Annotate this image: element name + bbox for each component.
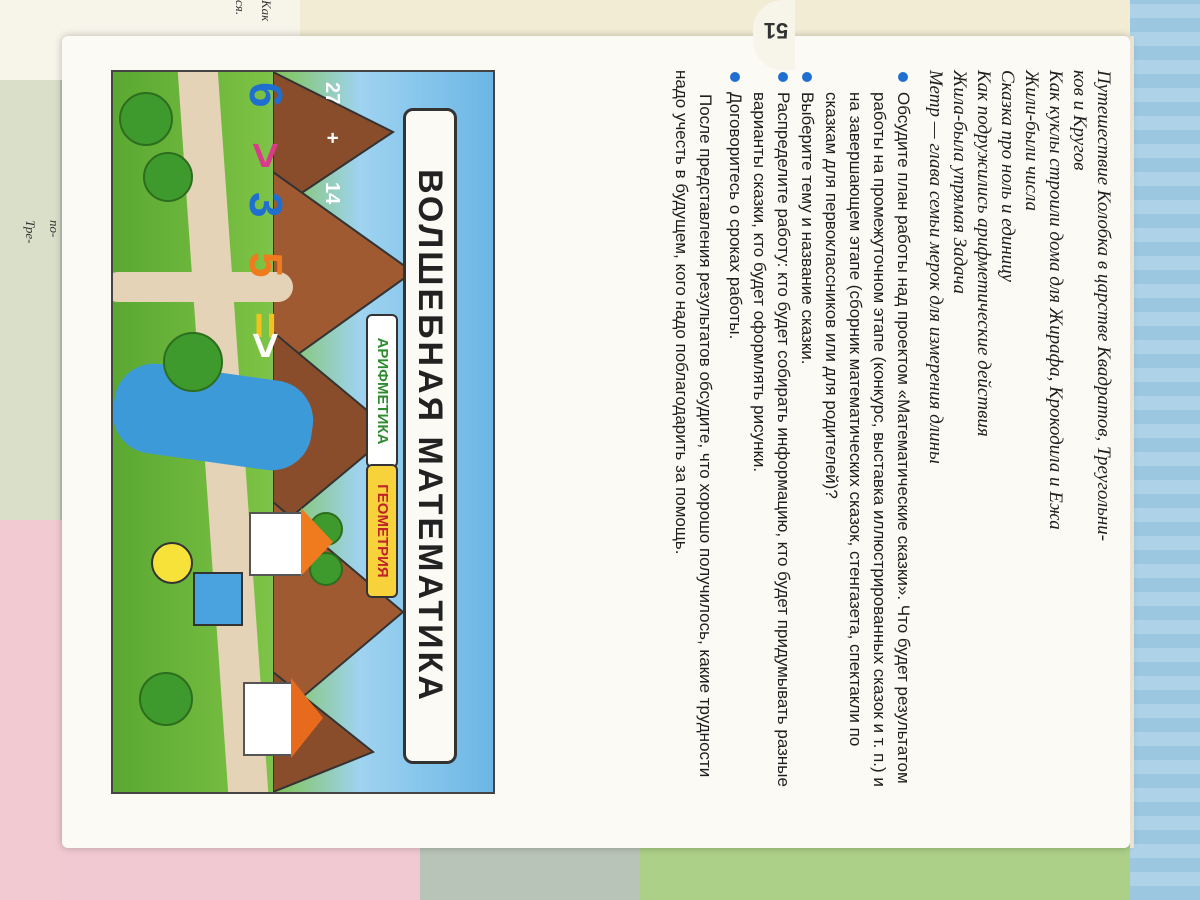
story-item: Как куклы строили дома для Жирафа, Крокодила и Ежа bbox=[1045, 70, 1066, 530]
task-text: Договоритесь о сроках работы. bbox=[726, 92, 745, 340]
equals-sign: = bbox=[240, 312, 292, 339]
task-text: Обсудите план работы над проектом «Математические сказки». Что будет результатом работы на промежуточном этапе (конкурс, выставка иллюстрированных сказок и т. п.) и на завершающем этапе (сборник математических сказок, стенгазета, спектакли по сказкам для первоклассников или для родителей)? bbox=[822, 92, 913, 787]
story-list bbox=[923, 70, 1115, 790]
story-item: ков и Кругов bbox=[1069, 70, 1090, 171]
page-edge bbox=[1130, 36, 1134, 848]
house-roof bbox=[301, 508, 333, 576]
tree bbox=[119, 92, 173, 146]
tree bbox=[143, 152, 193, 202]
prev-page-fragment: ся. bbox=[233, 0, 248, 16]
tree bbox=[163, 332, 223, 392]
number-3: 3 bbox=[240, 192, 292, 218]
task-bullet bbox=[747, 70, 795, 790]
story-item: Метр — глава семьи мерок для измерения длины bbox=[925, 70, 946, 464]
house-white-2 bbox=[243, 682, 293, 756]
tree bbox=[139, 672, 193, 726]
tag-arithmetic: АРИФМЕТИКА bbox=[366, 314, 398, 468]
story-item: Путешествие Колобка в царстве Квадратов, Треугольни- bbox=[1093, 70, 1114, 542]
task-bullet bbox=[723, 70, 747, 790]
bullet-dot bbox=[730, 72, 740, 82]
task-text: Выберите тему и название сказки. bbox=[798, 92, 817, 365]
bullet-dot bbox=[802, 72, 812, 82]
task-bullet bbox=[819, 70, 915, 790]
tag-geometry: ГЕОМЕТРИЯ bbox=[366, 464, 398, 598]
page-number: 51 bbox=[763, 18, 789, 44]
magic-math-illustration bbox=[111, 70, 495, 794]
expr-right: 14 bbox=[321, 182, 343, 205]
bullet-dot bbox=[778, 72, 788, 82]
story-item: Как подружились арифметические действия bbox=[973, 70, 994, 437]
story-item: Сказка про ноль и единицу bbox=[997, 70, 1018, 282]
house-white bbox=[249, 512, 303, 576]
story-item: Жили-были числа bbox=[1021, 70, 1042, 211]
task-bullet bbox=[795, 70, 819, 790]
sun-face-icon bbox=[151, 542, 193, 584]
number-5: 5 bbox=[240, 252, 292, 278]
prev-page-fragment: Как bbox=[259, 0, 274, 22]
greater-sign-2: > bbox=[240, 332, 292, 359]
expr-left: 27 bbox=[321, 82, 343, 105]
prev-page-fragment: по- bbox=[47, 220, 62, 238]
task-text: Распределите работу: кто будет собирать информацию, кто будет придумывать разные варианты сказки, кто будет оформлять рисунки. bbox=[750, 92, 793, 787]
cube-blue bbox=[193, 572, 243, 626]
page-number-tab bbox=[753, 0, 795, 70]
expr-op: + bbox=[321, 132, 343, 144]
page-content bbox=[75, 18, 1115, 790]
bullet-dot bbox=[898, 72, 908, 82]
greater-sign: > bbox=[240, 142, 292, 169]
house-roof-2 bbox=[291, 678, 323, 758]
story-item: Жила-была упрямая Задача bbox=[949, 70, 970, 294]
final-paragraph: После представления результатов обсудите, что хорошо получилось, какие трудности надо учесть в будущем, кого надо поблагодарить за помощь. bbox=[672, 70, 715, 778]
number-6: 6 bbox=[240, 82, 292, 108]
task-list bbox=[669, 70, 915, 790]
sign-title: ВОЛШЕБНАЯ МАТЕМАТИКА bbox=[403, 108, 457, 764]
background-grid-notebook bbox=[1130, 0, 1200, 900]
prev-page-fragment: Тре- bbox=[23, 220, 38, 244]
